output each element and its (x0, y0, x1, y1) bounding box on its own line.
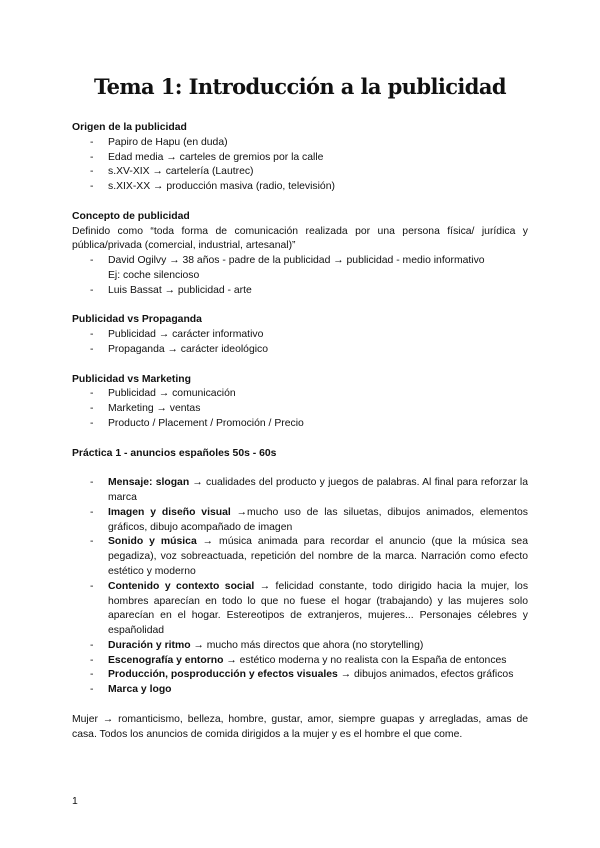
list-item: - s.XV-XIX → cartelería (Lautrec) (72, 165, 528, 180)
list-item-text: David Ogilvy → 38 años - padre de la publicidad → publicidad - medio informativo (108, 255, 485, 267)
section-origen (72, 121, 528, 195)
list-item (72, 580, 528, 639)
closing-paragraph: Mujer → romanticismo, belleza, hombre, gustar, amor, siempre guapas y arregladas, amas de casa. Todos los anuncios de comida dirigidos a la mujer y es el hombre el que come. (72, 713, 528, 740)
list-item-extra: Ej: coche silencioso (108, 269, 200, 281)
list-item: - s.XIX-XX → producción masiva (radio, televisión) (72, 180, 528, 195)
bullet-list (72, 476, 528, 698)
bullet-list (72, 136, 528, 195)
section-heading: Concepto de publicidad (72, 210, 190, 222)
list-item (72, 683, 528, 698)
list-item (72, 639, 528, 654)
bullet-list (72, 254, 528, 298)
definition-paragraph: Definido como “toda forma de comunicación realizada por una persona física/ jurídica y pública/privada (comercial, industrial, artesanal)” (72, 225, 528, 252)
list-item (72, 506, 528, 536)
bullet-list (72, 328, 528, 358)
section-heading: Práctica 1 - anuncios españoles 50s - 60s (72, 447, 277, 459)
list-item: - Propaganda → carácter ideológico (72, 343, 528, 358)
item-text: → mucho más directos que ahora (no storytelling) (190, 639, 424, 651)
list-item (72, 476, 528, 506)
document-body (72, 121, 528, 742)
item-label: Mensaje: slogan (108, 477, 190, 489)
list-item (72, 254, 528, 284)
item-text: → cualidades del producto y juegos de palabras. Al final para reforzar la marca (108, 477, 528, 503)
item-text: → felicidad constante, todo dirigido hacia la mujer, los hombres aparecían en todo lo que no fuese el hogar (trabajando) y las mujeres solo aparecían en el hogar. Estereotipos de extranjeros, mujeres... Personajes célebres y españolidad (108, 580, 529, 637)
list-item: - Edad media → carteles de gremios por la calle (72, 151, 528, 166)
item-text: → estético moderna y no realista con la España de entonces (223, 654, 507, 666)
section-marketing (72, 373, 528, 432)
list-item: - Publicidad → carácter informativo (72, 328, 528, 343)
section-propaganda (72, 313, 528, 357)
section-heading: Origen de la publicidad (72, 122, 187, 133)
section-concepto (72, 210, 528, 299)
item-label: Contenido y contexto social (108, 580, 255, 592)
list-item (72, 654, 528, 669)
item-label: Producción, posproducción y efectos visuales (108, 669, 338, 681)
bullet-list (72, 387, 528, 431)
list-item: - Luis Bassat → publicidad - arte (72, 284, 528, 299)
list-item: - Papiro de Hapu (en duda) (72, 136, 528, 151)
list-item: - Publicidad → comunicación (72, 387, 528, 402)
section-practica (72, 447, 528, 699)
item-label: Sonido y música (108, 536, 197, 548)
item-label: Imagen y diseño visual (108, 506, 231, 518)
list-item (72, 535, 528, 579)
item-label: Duración y ritmo (108, 639, 191, 651)
list-item (72, 668, 528, 683)
item-text: → dibujos animados, efectos gráficos (337, 669, 514, 681)
item-text: →mucho uso de las siluetas, dibujos animados, elementos gráficos, dibujo acompañado de imagen (108, 506, 528, 533)
page-number: 1 (72, 796, 78, 807)
item-label: Escenografía y entorno (108, 654, 224, 666)
item-text: → música animada para recordar el anuncio (que la música sea pegadiza), voz sobreactuada, repetición del nombre de la marca. Narración como efecto estético y moderno (108, 536, 528, 577)
item-label: Marca y logo (108, 684, 172, 696)
list-item: - Marketing → ventas (72, 402, 528, 417)
page-title: Tema 1: Introducción a la publicidad (94, 74, 506, 99)
section-heading: Publicidad vs Propaganda (72, 314, 202, 326)
list-item: - Producto / Placement / Promoción / Precio (72, 417, 528, 432)
section-heading: Publicidad vs Marketing (72, 373, 191, 385)
